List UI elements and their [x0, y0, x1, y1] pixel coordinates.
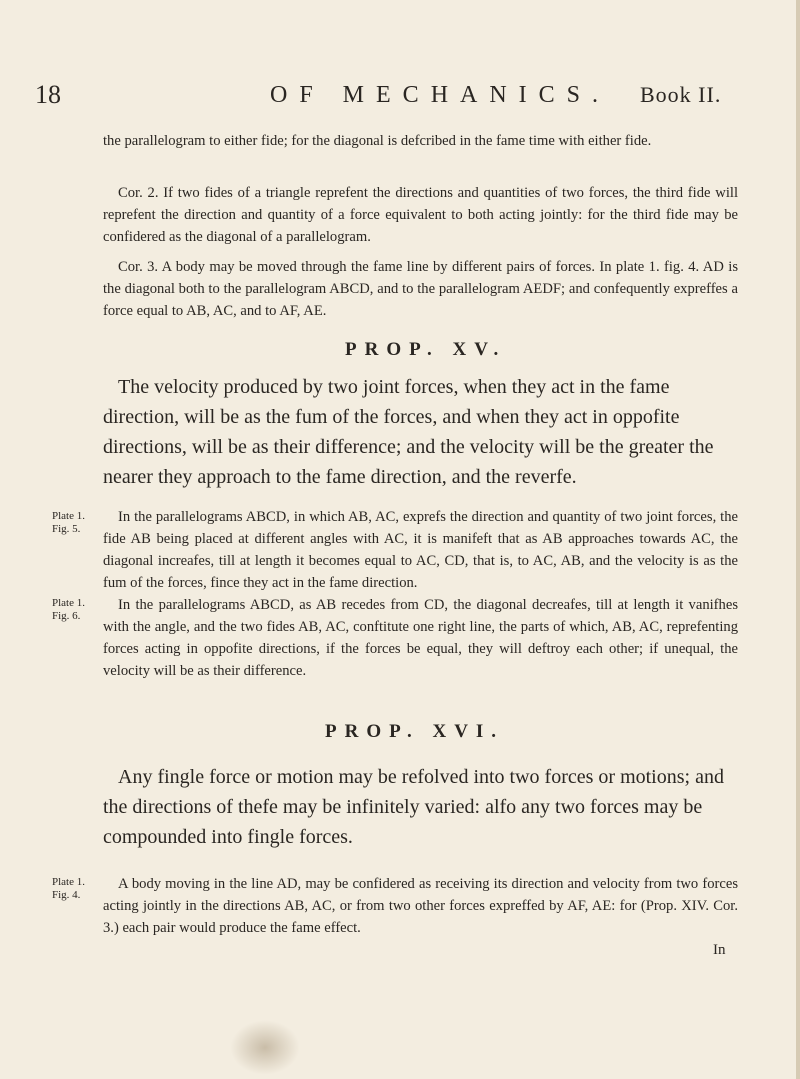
paragraph-continuation: the parallelogram to either fide; for the diagonal is defcribed in the fame time with either fide. — [103, 133, 652, 149]
catchword: In — [713, 942, 726, 958]
prop-15-paragraph-2: In the parallelograms ABCD, as AB recedes from CD, the diagonal decreafes, till at length it vanifhes with the angle, and the two fides AB, AC, conftitute one right line, the parts of which, AB, AC, reprefenting forces acting in oppofite directions, if the forces be equal, they will deftroy each other; if unequal, the velocity will be as their difference. — [103, 597, 738, 679]
margin-note-fig4 — [52, 876, 92, 902]
paper-stain — [230, 1020, 300, 1075]
prop-16-statement: Any fingle force or motion may be refolved into two forces or motions; and the directions of thefe may be infinitely varied: alfo any two forces may be compounded into fingle forces. — [103, 766, 724, 848]
prop-15-heading: PROP. XV. — [345, 339, 507, 360]
margin-note-fig6 — [52, 597, 92, 623]
running-title: OF MECHANICS. — [270, 82, 611, 108]
margin-plate-label: Plate 1. — [52, 597, 85, 609]
page-header — [0, 80, 800, 112]
margin-fig-label: Fig. 6. — [52, 610, 81, 622]
page-edge — [796, 0, 800, 1079]
prop-15-statement: The velocity produced by two joint forces, when they act in the fame direction, will be as the fum of the forces, and when they act in oppofite directions, will be as their difference; and the velocity will be the greater the nearer they approach to the fame direction, and the reverfe. — [103, 376, 714, 488]
corollary-2: Cor. 2. If two fides of a triangle reprefent the directions and quantities of two forces, the third fide will reprefent the direction and quantity of a force equivalent to both acting jointly: for the third fide may be confidered as the diagonal of a parallelogram. — [103, 185, 738, 245]
prop-16-heading: PROP. XVI. — [325, 721, 505, 742]
book-label: Book II. — [640, 82, 722, 107]
margin-plate-label: Plate 1. — [52, 510, 85, 522]
margin-fig-label: Fig. 5. — [52, 523, 81, 535]
margin-fig-label: Fig. 4. — [52, 889, 81, 901]
prop-16-paragraph-1: A body moving in the line AD, may be confidered as receiving its direction and velocity from two forces acting jointly in the directions AB, AC, or from two other forces expreffed by AF, AE: for (Prop. XIV. Cor. 3.) each pair would produce the fame effect. — [103, 876, 738, 936]
prop-15-paragraph-1: In the parallelograms ABCD, in which AB, AC, exprefs the direction and quantity of two joint forces, the fide AB being placed at different angles with AC, it is manifeft that as AB approaches towards AC, the diagonal increafes, till at length it becomes equal to AC, CD, that is, to AC, AB, and the velocity is as the fum of the forces, fince they act in the fame direction. — [103, 509, 738, 591]
margin-note-fig5 — [52, 510, 92, 536]
corollary-3: Cor. 3. A body may be moved through the fame line by different pairs of forces. In plate 1. fig. 4. AD is the diagonal both to the parallelogram ABCD, and to the parallelogram AEDF; and confequently expreffes a force equal to AB, AC, and to AF, AE. — [103, 259, 738, 319]
margin-plate-label: Plate 1. — [52, 876, 85, 888]
page-number: 18 — [35, 80, 61, 109]
